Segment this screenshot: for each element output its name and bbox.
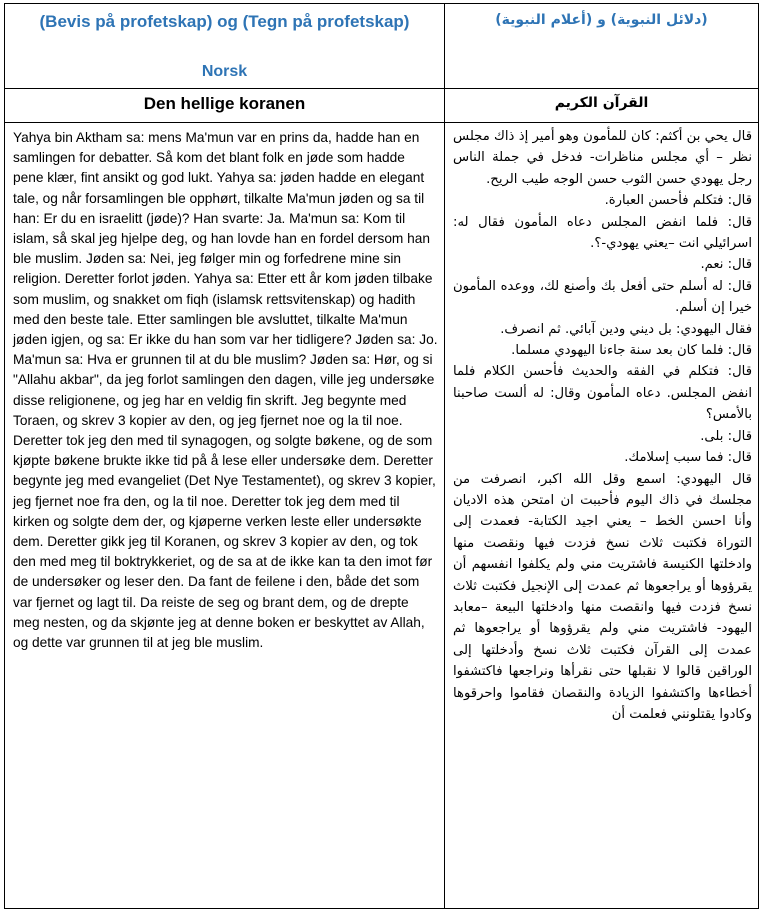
subheader-title-norwegian: Den hellige koranen	[143, 94, 306, 113]
arabic-paragraph: قال: فما سبب إسلامك.	[624, 450, 752, 466]
arabic-paragraph: قال: فتكلم فأحسن العبارة.	[604, 193, 752, 209]
subheader-row	[5, 89, 759, 123]
language-label: Norsk	[201, 63, 248, 80]
arabic-paragraph: قال: فلما كان بعد سنة جاءنا اليهودي مسلما.	[511, 343, 752, 359]
subheader-cell-norwegian	[5, 89, 445, 123]
subheader-title-arabic: القرآن الكريم	[554, 95, 649, 111]
subheader-cell-arabic	[445, 89, 759, 123]
document-table	[4, 3, 759, 909]
arabic-paragraph: قال: نعم.	[700, 257, 752, 273]
arabic-paragraph: قال: فتكلم في الفقه والحديث فأحسن الكلام فلما انفض المجلس. دعاه المأمون وقال: له ألست صاحبنا بالأمس؟	[453, 364, 752, 423]
arabic-paragraph: قال يحي بن أكثم: كان للمأمون وهو أمير إذ ذاك مجلس نظر – أي مجلس مناظرات- فدخل في جملة الناس رجل يهودي حسن الثوب حسن الوجه طيب الريح.	[453, 129, 752, 187]
body-row	[5, 123, 759, 909]
header-cell-norwegian	[5, 4, 445, 89]
norwegian-text: Yahya bin Aktham sa: mens Ma'mun var en prins da, hadde han en samlingen for debatter. Så kom det blant folk en jøde som hadde pene klær, fint ansikt og god lukt. Yahya sa: jøden hadde en elegant tale, og når forsamlingen ble opphørt, tilkalte Ma'mun jøden og sa til han: Er du en israelitt (jøde)? Han svarte: Ja. Ma'mun sa: Kom til islam, så skal jeg hjelpe deg, og han lovde han en fordel dersom han ble muslim. Jøden sa: Nei, jeg følger min og forfedrene mine sin religion. Deretter forlot jøden. Yahya sa: Etter ett år kom jøden tilbake som muslim, og snakket om fiqh (islamsk rettsvitenskap) og hadith med den beste tale. Etter samlingen ble avsluttet, tilkalte Ma'mun jøden igjen, og sa: Er ikke du han som var her tidligere? Jøden sa: Jo. Ma'mun sa: Hva er grunnen til at du ble muslim? Jøden sa: Hør, og si "Allahu akbar", da jeg forlot samlingen den dagen, ville jeg undersøke disse religionene, og jeg har en veldig fin skrift. Jeg begynte med Toraen, og skrev 3 kopier av den, og jeg fjernet noe og la til noe. Deretter tok jeg den med til synagogen, og solgte bøkene, og de som kjøpte bøkene brukte ikke tid på å lese eller undersøke dem. Deretter begynte jeg med evangeliet (Det Nye Testamentet), og skrev 3 kopier, jeg fjernet noe fra den, og la til noe. Deretter tok jeg dem med til kirken og solgte dem der, og kjøperne verken leste eller undersøkte dem. Deretter gikk jeg til Koranen, og skrev 3 kopier av den, og tok den med meg til boktrykkeriet, og de sa at de ikke kan ta den imot før de undersøker og leser den. Da fant de feilene i den, både det som var fjernet og lagt til. Da reiste de seg og brant dem, og de drepte meg nesten, og da skjønte jeg at denne boken er beskyttet av Allah, og dette var grunnen til at jeg ble muslim.	[5, 123, 445, 909]
arabic-paragraph: قال: بلى.	[700, 428, 752, 444]
header-row	[5, 4, 759, 89]
header-title-arabic: (دلائل النبوية) و (أعلام النبوية)	[495, 12, 708, 28]
arabic-paragraph: قال اليهودي: اسمع وقل الله اكبر، انصرفت من مجلسك في ذاك اليوم فأحببت ان امتحن هذه الاديان وأنا احسن الخط – يعني اجيد الكتابة- فعمدت إلى التوراة فكتبت ثلاث نسخ فزدت فيها ونقصت منها وادخلتها الكنيسة فاشتريت مني ولم يكلفوا انفسهم أن يقرؤوها أو يراجعوها ثم عمدت إلى الإنجيل فكتبت ثلاث نسخ فزدت فيها وانقصت منها وادخلتها البيعة –معابد اليهود- فاشتريت مني ولم يقرؤوها أو يراجعوها ثم عمدت إلى القرآن فكتبت ثلاث نسخ وأدخلتها إلى الوراقين قالوا لا نقبلها حتى نقرأها ونراجعها فاكتشفوا أخطاءها واكتشفوا الزيادة والنقصان فقاموا واحرقوها وكادوا يقتلونني فعلمت أن	[453, 471, 752, 722]
header-cell-arabic	[445, 4, 759, 89]
arabic-paragraph: قال: فلما انفض المجلس دعاه المأمون فقال له: اسرائيلي انت –يعني يهودي-؟.	[453, 214, 752, 252]
header-title-norwegian: (Bevis på profetskap) og (Tegn på profetskap)	[39, 12, 410, 31]
arabic-paragraph: فقال اليهودي: بل ديني ودين آبائي. ثم انصرف.	[500, 321, 752, 337]
arabic-text	[445, 123, 759, 909]
arabic-paragraph: قال: له أسلم حتى أفعل بك وأصنع لك، ووعده المأمون خيرا إن أسلم.	[453, 278, 752, 316]
